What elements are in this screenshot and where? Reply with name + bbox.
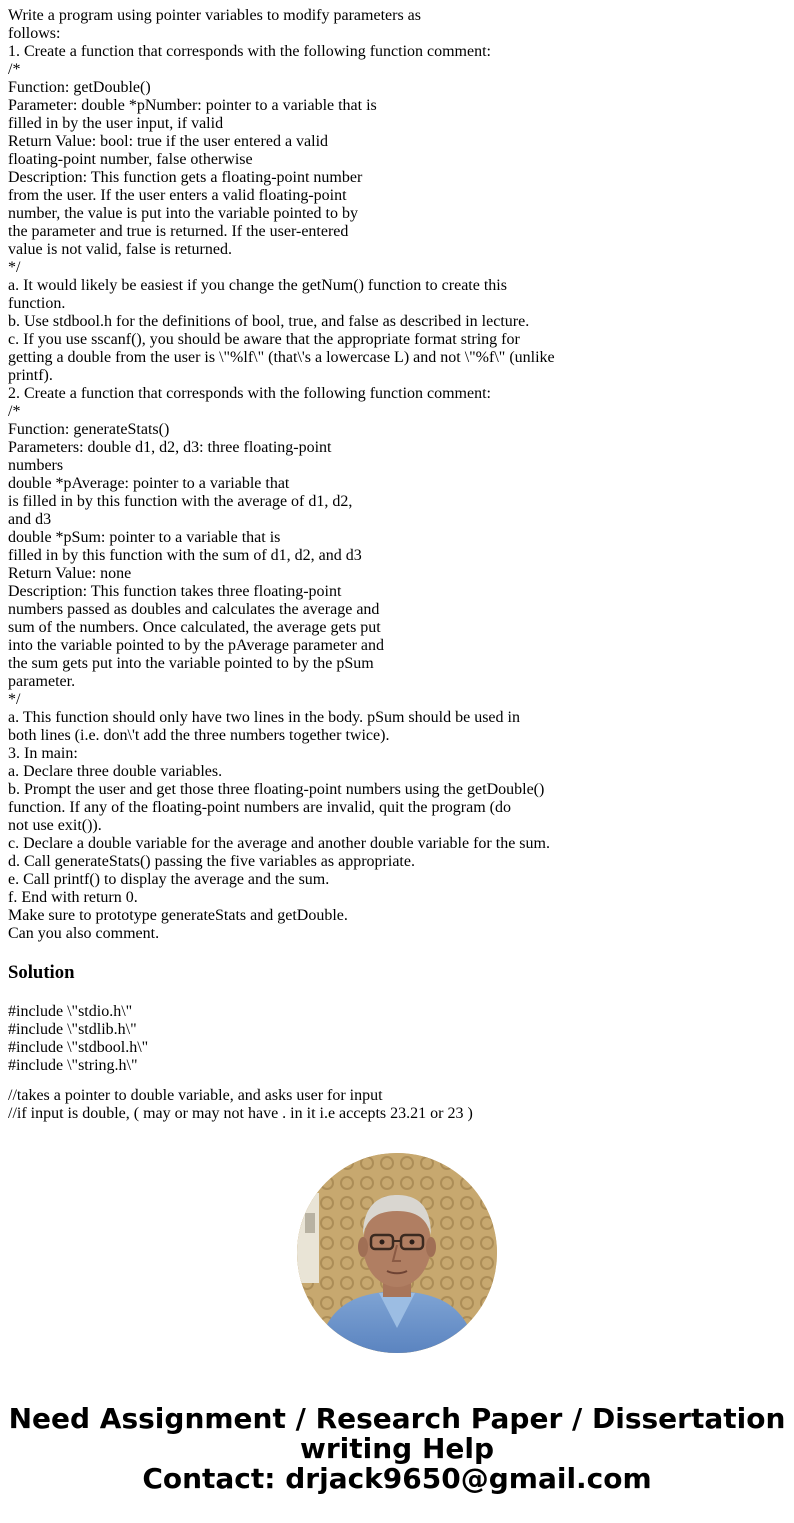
question-line: floating-point number, false otherwise <box>8 151 253 168</box>
question-line: Description: This function gets a floating-point number <box>8 169 363 186</box>
question-line: a. This function should only have two lines in the body. pSum should be used in <box>8 709 520 726</box>
question-line: numbers passed as doubles and calculates the average and <box>8 601 380 618</box>
code-comment-line: //if input is double, ( may or may not have . in it i.e accepts 23.21 or 23 ) <box>8 1105 473 1122</box>
question-line: printf). <box>8 367 53 384</box>
question-line: /* <box>8 403 21 420</box>
question-line: and d3 <box>8 511 52 528</box>
question-line: e. Call printf() to display the average and the sum. <box>8 871 330 888</box>
question-line: numbers <box>8 457 64 474</box>
solution-code <box>8 1003 778 1122</box>
portrait-image <box>297 1153 497 1353</box>
question-line: follows: <box>8 25 61 42</box>
banner-contact: Contact: drjack9650@gmail.com <box>142 1462 652 1495</box>
question-line: number, the value is put into the variable pointed to by <box>8 205 358 222</box>
question-line: /* <box>8 61 21 78</box>
question-line: value is not valid, false is returned. <box>8 241 232 258</box>
question-line: a. It would likely be easiest if you change the getNum() function to create this <box>8 277 507 294</box>
question-line: double *pSum: pointer to a variable that is <box>8 529 281 546</box>
question-line: b. Use stdbool.h for the definitions of bool, true, and false as described in lecture. <box>8 313 530 330</box>
question-line: c. If you use sscanf(), you should be aware that the appropriate format string for <box>8 331 520 348</box>
question-line: Parameters: double d1, d2, d3: three floating-point <box>8 439 332 456</box>
question-text <box>8 7 778 943</box>
help-banner <box>0 1404 794 1494</box>
solution-heading: Solution <box>8 962 75 983</box>
comment-block <box>8 1087 778 1122</box>
question-line: double *pAverage: pointer to a variable that <box>8 475 290 492</box>
question-line: function. <box>8 295 66 312</box>
question-line: */ <box>8 691 21 708</box>
code-line: #include \"stdbool.h\" <box>8 1039 149 1056</box>
question-line: b. Prompt the user and get those three floating-point numbers using the getDouble() <box>8 781 545 798</box>
question-line: sum of the numbers. Once calculated, the average gets put <box>8 619 381 636</box>
question-line: Can you also comment. <box>8 925 160 942</box>
code-line: #include \"stdlib.h\" <box>8 1021 137 1038</box>
question-line: f. End with return 0. <box>8 889 138 906</box>
question-line: Write a program using pointer variables to modify parameters as <box>8 7 421 24</box>
question-line: not use exit()). <box>8 817 102 834</box>
question-line: parameter. <box>8 673 76 690</box>
include-block <box>8 1003 778 1075</box>
question-line: getting a double from the user is \"%lf\" (that\'s a lowercase L) and not \"%f\" (unlike <box>8 349 555 366</box>
question-line: the sum gets put into the variable pointed to by the pSum <box>8 655 374 672</box>
question-line: function. If any of the floating-point numbers are invalid, quit the program (do <box>8 799 511 816</box>
code-comment-line: //takes a pointer to double variable, and asks user for input <box>8 1087 383 1104</box>
author-avatar <box>297 1153 497 1353</box>
banner-line-2: writing Help <box>299 1432 495 1465</box>
question-line: from the user. If the user enters a valid floating-point <box>8 187 347 204</box>
question-line: a. Declare three double variables. <box>8 763 223 780</box>
question-line: Make sure to prototype generateStats and getDouble. <box>8 907 348 924</box>
question-line: 3. In main: <box>8 745 78 762</box>
question-line: 2. Create a function that corresponds with the following function comment: <box>8 385 491 402</box>
question-line: Description: This function takes three floating-point <box>8 583 342 600</box>
question-line: Parameter: double *pNumber: pointer to a variable that is <box>8 97 377 114</box>
question-line: 1. Create a function that corresponds with the following function comment: <box>8 43 491 60</box>
question-line: into the variable pointed to by the pAverage parameter and <box>8 637 384 654</box>
question-line: both lines (i.e. don\'t add the three numbers together twice). <box>8 727 390 744</box>
code-line: #include \"stdio.h\" <box>8 1003 133 1020</box>
code-line: #include \"string.h\" <box>8 1057 138 1074</box>
question-line: c. Declare a double variable for the average and another double variable for the sum. <box>8 835 550 852</box>
banner-line-1: Need Assignment / Research Paper / Dissertation <box>8 1402 786 1435</box>
question-line: the parameter and true is returned. If the user-entered <box>8 223 349 240</box>
question-line: Function: getDouble() <box>8 79 151 96</box>
question-line: Function: generateStats() <box>8 421 170 438</box>
question-line: Return Value: none <box>8 565 132 582</box>
question-line: d. Call generateStats() passing the five variables as appropriate. <box>8 853 415 870</box>
question-line: */ <box>8 259 21 276</box>
question-line: filled in by the user input, if valid <box>8 115 224 132</box>
question-line: filled in by this function with the sum of d1, d2, and d3 <box>8 547 362 564</box>
question-line: Return Value: bool: true if the user entered a valid <box>8 133 329 150</box>
question-line: is filled in by this function with the average of d1, d2, <box>8 493 353 510</box>
